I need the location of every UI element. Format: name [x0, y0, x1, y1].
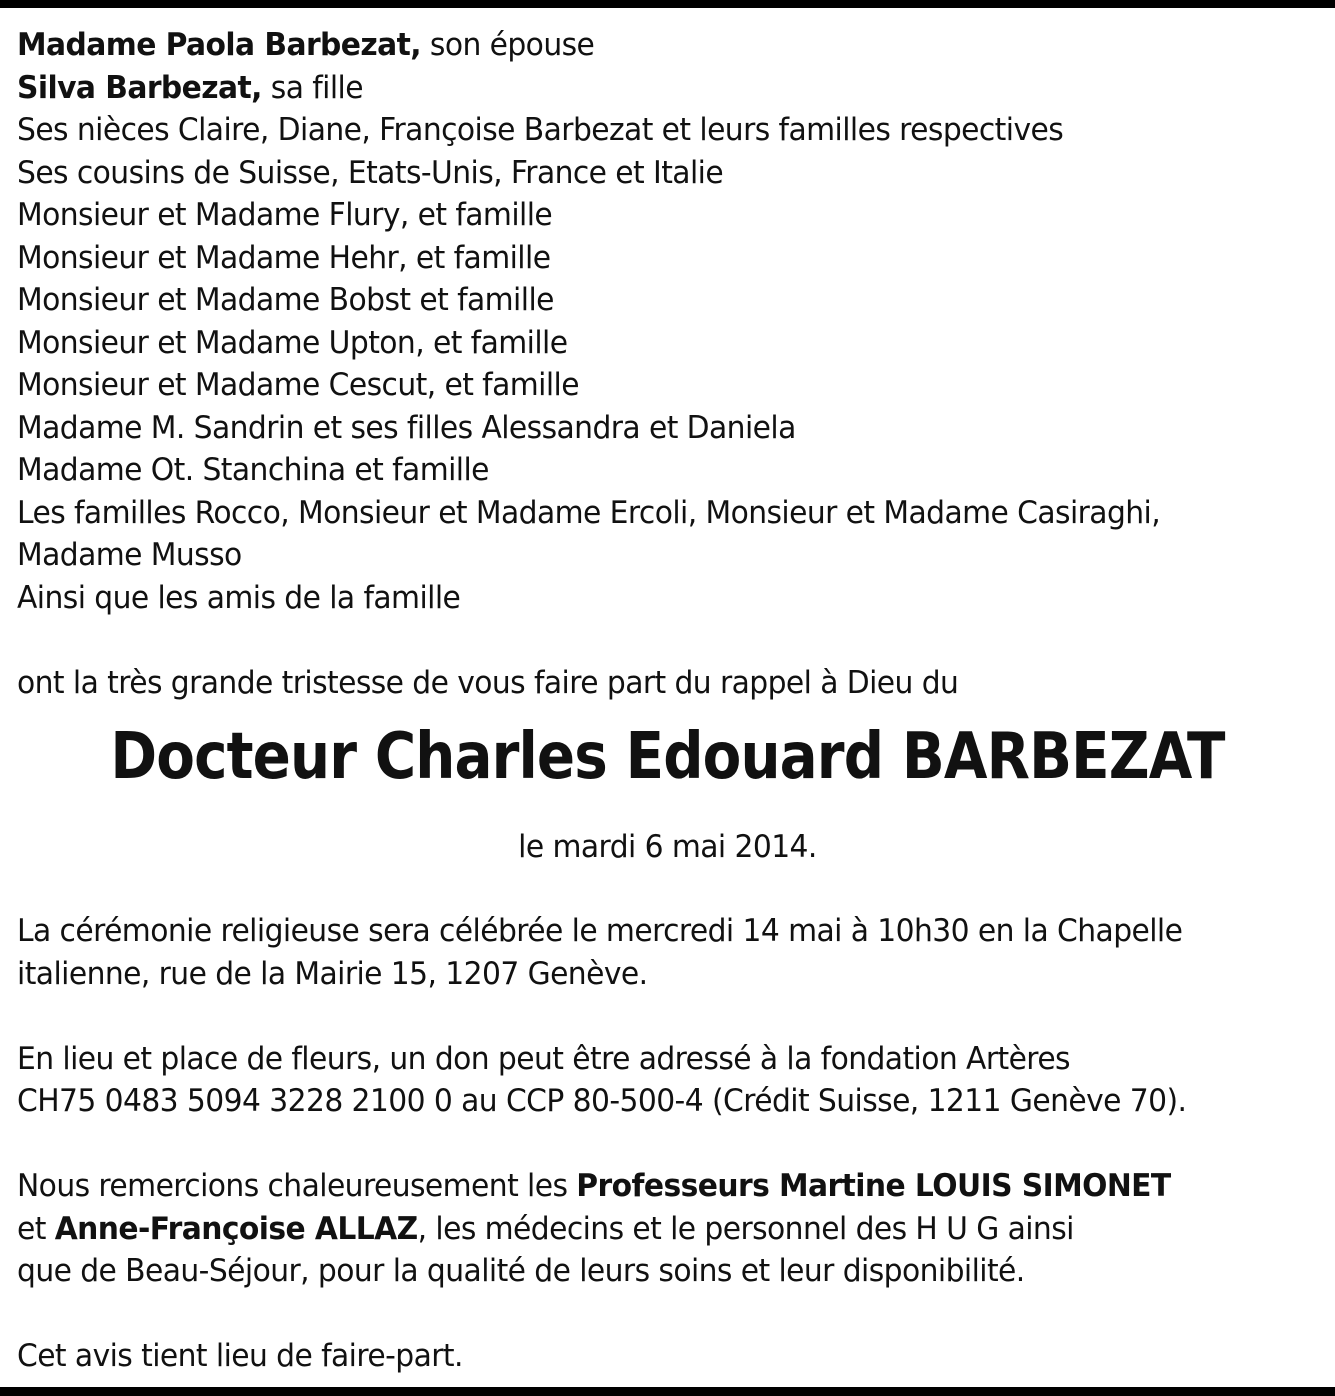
ceremony-line: La cérémonie religieuse sera célébrée le mercredi 14 mai à 10h30 en la Chapelle [17, 913, 1183, 949]
family-line: Madame M. Sandrin et ses filles Alessandra et Daniela [17, 409, 796, 446]
family-line: Madame Ot. Stanchina et famille [17, 452, 489, 488]
family-line: Madame Musso [17, 537, 242, 573]
family-line: Ainsi que les amis de la famille [17, 579, 461, 616]
deceased-name: Docteur Charles Edouard BARBEZAT [110, 720, 1225, 794]
family-line: Ses nièces Claire, Diane, Françoise Barbezat et leurs familles respectives [17, 112, 1064, 148]
donation-line: En lieu et place de fleurs, un don peut être adressé à la fondation Artères [17, 1040, 1070, 1077]
thanks-line: que de Beau-Séjour, pour la qualité de leurs soins et leur disponibilité. [17, 1253, 1025, 1289]
death-date: le mardi 6 mai 2014. [518, 829, 817, 865]
top-rule [0, 0, 1335, 8]
thanks-intro: Nous remercions chaleureusement les [17, 1168, 577, 1204]
family-line: Monsieur et Madame Bobst et famille [17, 282, 554, 318]
thanks-line [17, 1208, 1265, 1251]
spacer [17, 619, 1317, 662]
family-line: Ses cousins de Suisse, Etats-Unis, France et Italie [17, 154, 724, 191]
family-line: Monsieur et Madame Flury, et famille [17, 197, 553, 233]
family-line: Monsieur et Madame Hehr, et famille [17, 239, 551, 276]
family-line: Monsieur et Madame Upton, et famille [17, 324, 568, 361]
notice-details [17, 910, 1317, 1378]
family-line: Monsieur et Madame Cescut, et famille [17, 367, 579, 403]
spacer [17, 995, 1317, 1038]
spouse-name: Madame Paola Barbezat, [17, 27, 422, 63]
thanks-line [17, 1165, 1265, 1208]
daughter-name: Silva Barbezat, [17, 69, 262, 106]
family-list [17, 24, 1317, 704]
closing-text: Cet avis tient lieu de faire-part. [17, 1338, 463, 1374]
thanks-professor-name: Professeurs Martine LOUIS SIMONET [576, 1168, 1171, 1204]
family-line-spouse [17, 24, 1265, 67]
family-line: Les familles Rocco, Monsieur et Madame Ercoli, Monsieur et Madame Casiraghi, [17, 494, 1161, 531]
daughter-relation: sa fille [261, 69, 363, 106]
thanks-conjunction: et [17, 1210, 55, 1247]
announcement-text: ont la très grande tristesse de vous faire part du rappel à Dieu du [17, 664, 959, 701]
thanks-continuation: , les médecins et le personnel des H U G ainsi [417, 1210, 1074, 1247]
donation-line: CH75 0483 5094 3228 2100 0 au CCP 80-500-4 (Crédit Suisse, 1211 Genève 70). [17, 1083, 1187, 1119]
ceremony-line: italienne, rue de la Mairie 15, 1207 Genève. [17, 955, 648, 992]
bottom-rule [0, 1387, 1335, 1396]
family-line-daughter [17, 67, 1265, 110]
spacer [17, 1293, 1317, 1336]
spacer [17, 1123, 1317, 1166]
thanks-second-name: Anne-Françoise ALLAZ [54, 1210, 418, 1247]
spouse-relation: son épouse [421, 27, 595, 63]
